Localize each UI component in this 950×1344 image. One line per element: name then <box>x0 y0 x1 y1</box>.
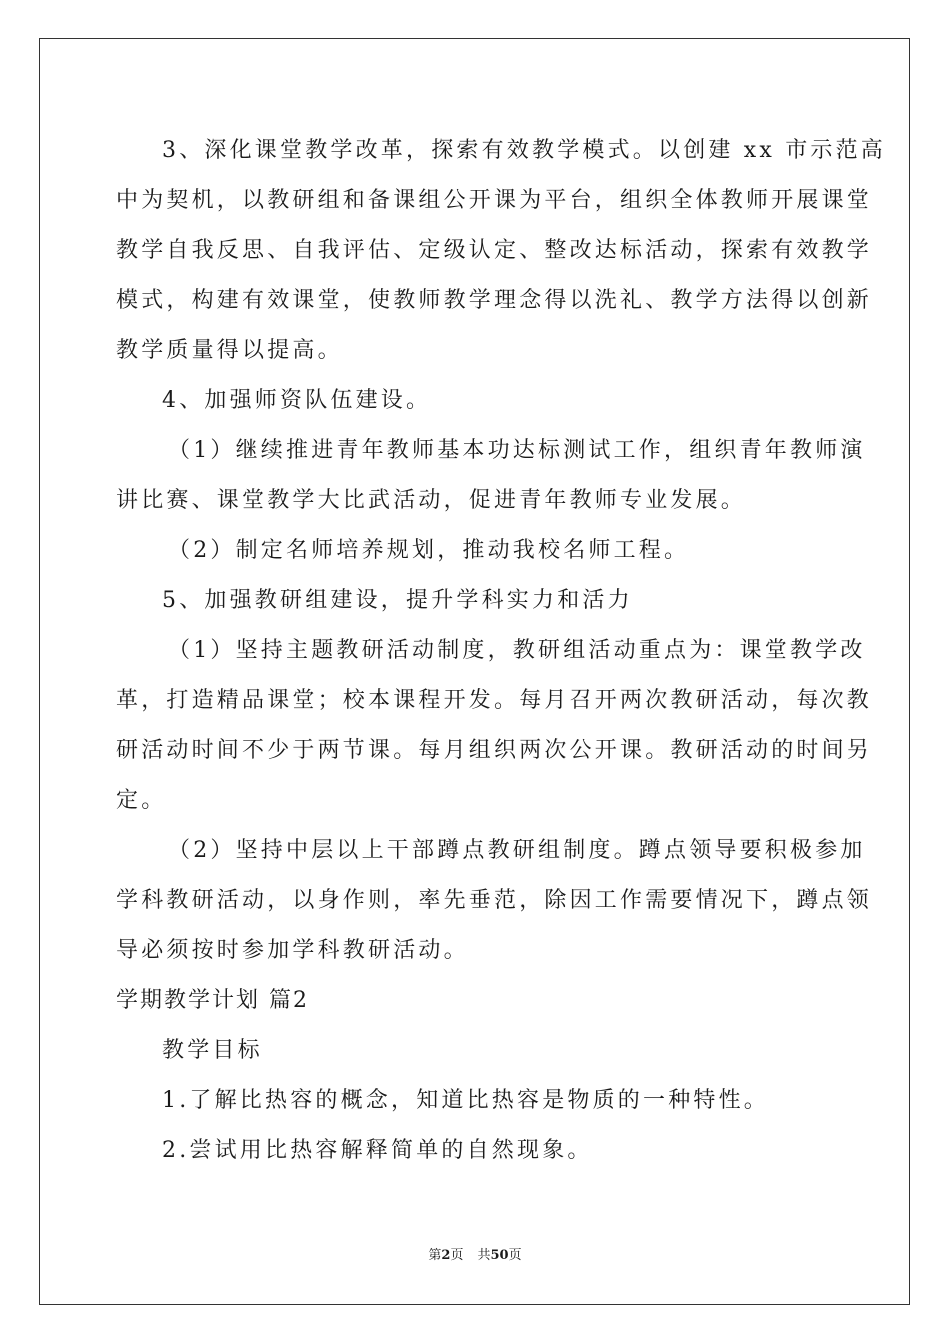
document-body <box>116 126 886 1176</box>
page-suffix: 页 <box>450 1248 464 1263</box>
paragraph-line: （1）坚持主题教研活动制度，教研组活动重点为：课堂教学改 <box>168 638 866 663</box>
section-heading: 4、加强师资队伍建设。 <box>162 388 432 413</box>
paragraph-line: 革，打造精品课堂；校本课程开发。每月召开两次教研活动，每次教 <box>116 688 873 713</box>
page-footer <box>0 1244 950 1263</box>
paragraph-line: 定。 <box>116 788 167 813</box>
paragraph-line: 导必须按时参加学科教研活动。 <box>116 938 469 963</box>
paragraph-line: （2）坚持中层以上干部蹲点教研组制度。蹲点领导要积极参加 <box>168 838 866 863</box>
list-item: 1.了解比热容的概念，知道比热容是物质的一种特性。 <box>162 1088 769 1113</box>
section-heading: 教学目标 <box>162 1038 263 1063</box>
total-suffix: 页 <box>508 1248 522 1263</box>
paragraph-line: 学科教研活动，以身作则，率先垂范，除因工作需要情况下，蹲点领 <box>116 888 873 913</box>
list-item: 2.尝试用比热容解释简单的自然现象。 <box>162 1138 593 1163</box>
section-heading: 5、加强教研组建设，提升学科实力和活力 <box>162 588 633 613</box>
total-pages: 50 <box>490 1248 509 1263</box>
paragraph-line: 教学质量得以提高。 <box>116 338 343 363</box>
total-prefix: 共 <box>477 1248 491 1263</box>
paragraph-line: 3、深化课堂教学改革，探索有效教学模式。以创建 xx 市示范高 <box>162 138 886 163</box>
paragraph-line: （2）制定名师培养规划，推动我校名师工程。 <box>168 538 690 563</box>
paragraph-line: 教学自我反思、自我评估、定级认定、整改达标活动，探索有效教学 <box>116 238 873 263</box>
paragraph-line: 中为契机，以教研组和备课组公开课为平台，组织全体教师开展课堂 <box>116 188 873 213</box>
paragraph-line: 讲比赛、课堂教学大比武活动，促进青年教师专业发展。 <box>116 488 747 513</box>
paragraph-line: （1）继续推进青年教师基本功达标测试工作，组织青年教师演 <box>168 438 866 463</box>
page-number: 2 <box>441 1248 451 1263</box>
paragraph-line: 模式，构建有效课堂，使教师教学理念得以洗礼、教学方法得以创新 <box>116 288 873 313</box>
article-title: 学期教学计划 篇2 <box>116 988 309 1013</box>
paragraph-line: 研活动时间不少于两节课。每月组织两次公开课。教研活动的时间另 <box>116 738 873 763</box>
page-prefix: 第 <box>428 1248 442 1263</box>
